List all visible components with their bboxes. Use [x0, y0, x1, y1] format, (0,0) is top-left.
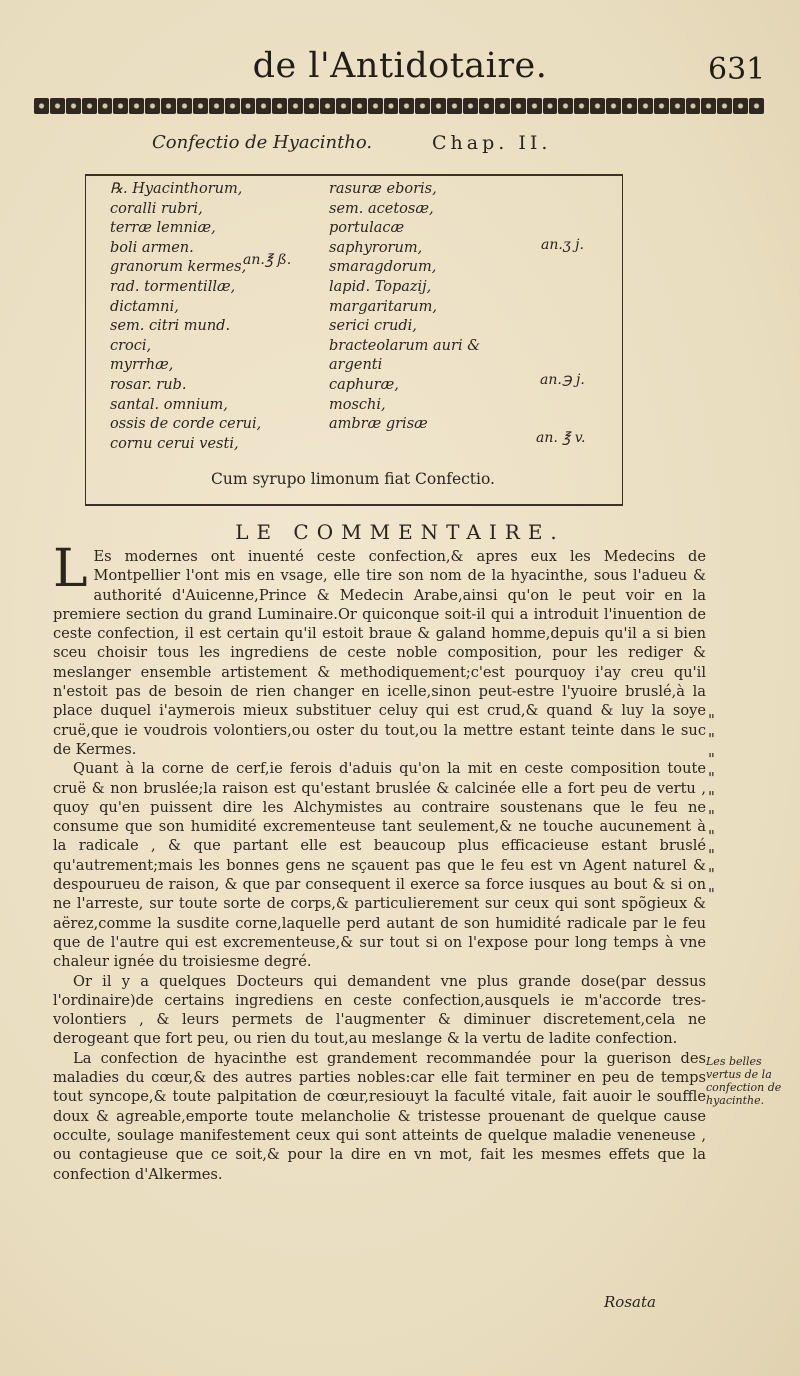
right-quantity-2: an.℈ j.: [540, 372, 585, 388]
ornament-glyph: [98, 98, 113, 114]
ornament-glyph: [66, 98, 81, 114]
left-ingredient: boli armen.: [110, 239, 194, 256]
section-title: Confectio de Hyacintho.: [152, 132, 373, 153]
commentary-body: [53, 539, 706, 1184]
ornament-glyph: [479, 98, 494, 114]
paragraph: La confection de hyacinthe est grandement recommandée pour la guerison des maladies du cœur,& des autres parties nobles:car elle fait terminer en peu de temps tout syncope,& toute palpitation de cœur,resiouyt la faculté vitale, fait auoir le souffle doux & agreable,emporte toute melancholie & tristesse prouenant de quelque cause occulte, soulage manifestement ceux qui sont atteints de quelque maladie veneneuse , ou contagieuse que ce soit,& pour la dire en vn mot, fait les mesmes effets que la confection d'Alkermes.: [53, 1049, 706, 1183]
ornament-glyph: [415, 98, 430, 114]
right-ingredient: argenti: [329, 357, 383, 374]
ornament-glyph: [241, 98, 256, 114]
ornament-glyph: [336, 98, 351, 114]
ornament-glyph: [622, 98, 637, 114]
left-ingredient: granorum kermes,: [110, 259, 247, 276]
right-ingredient: portulacæ: [329, 220, 405, 237]
ornament-glyph: [145, 98, 160, 114]
ornament-glyph: [495, 98, 510, 114]
right-ingredient: sem. acetosæ,: [329, 200, 434, 217]
right-quantity-1: an.ʒ j.: [541, 237, 584, 253]
quote-mark: ": [708, 749, 715, 768]
ornament-glyph: [463, 98, 478, 114]
ornament-glyph: [431, 98, 446, 114]
ornament-glyph: [558, 98, 573, 114]
right-ingredient: lapid. Topazij,: [329, 279, 432, 295]
quote-mark: ": [708, 768, 715, 787]
left-ingredient: dictamni,: [110, 298, 179, 315]
ornament-glyph: [511, 98, 526, 114]
ornament-glyph: [177, 98, 192, 114]
left-ingredient: santal. omnium,: [110, 396, 228, 413]
left-ingredient: ossis de corde cerui,: [110, 416, 262, 433]
ornament-glyph: [256, 98, 271, 114]
ornament-glyph: [304, 98, 319, 114]
drop-cap: L: [53, 539, 88, 599]
running-head: de l'Antidotaire.: [252, 46, 548, 86]
left-ingredient: croci,: [110, 337, 152, 354]
ornament-glyph: [50, 98, 65, 114]
ornament-glyph: [686, 98, 701, 114]
ornament-glyph: [543, 98, 558, 114]
paragraph: Or il y a quelques Docteurs qui demandent vne plus grande dose(par dessus l'ordinaire)de certains ingrediens en ceste confection,ausquels ie m'accorde tres-volontiers , & leurs permets de l'augmenter & diminuer discretement,cela ne derogeant que fort peu, ou rien du tout,au meslange & la vertu de ladite confection.: [53, 972, 706, 1048]
left-quantity: an.℥ ß.: [243, 252, 292, 268]
quote-mark: ": [708, 711, 715, 729]
ornament-glyph: [527, 98, 542, 114]
ornament-glyph: [606, 98, 621, 114]
ornament-glyph: [574, 98, 589, 114]
ornament-glyph: [113, 98, 128, 114]
ornament-glyph: [368, 98, 383, 114]
ornament-glyph: [320, 98, 335, 114]
ornament-glyph: [129, 98, 144, 114]
ornament-glyph: [209, 98, 224, 114]
right-ingredient: serici crudi,: [329, 318, 417, 335]
quote-mark: ": [708, 865, 715, 884]
chapter-label: Chap. II.: [432, 132, 552, 154]
ornament-glyph: [399, 98, 414, 114]
right-ingredient: rasuræ eboris,: [329, 181, 437, 197]
ornament-glyph: [670, 98, 685, 114]
ornament-band: [34, 98, 764, 114]
left-ingredient: rosar. rub.: [110, 377, 187, 393]
paragraph: Quant à la corne de cerf,ie ferois d'aduis qu'on la mit en ceste composition toute cruë & non bruslée;la raison est qu'estant bruslée & calcinée elle a fort peu de vertu , quoy qu'en puissent dire les Alchymistes au contraire soustenans que le feu ne consume que son humidité excrementeuse tant seulement,& ne touche aucunement à la radicale , & que partant elle est beaucoup plus efficacieuse estant bruslé qu'autrement;mais les bonnes gens ne sçauent pas que le feu est vn Agent naturel & despourueu de raison, & que par consequent il exerce sa force iusques au bout & si on ne l'arreste, sur toute sorte de corps,& particulierement sur ceux qui sont spõgieux & aërez,comme la susdite corne,laquelle perd autant de son humidité radicale par le feu que de l'autre qui est excrementeuse,& sur tout si on l'expose pour long temps à vne chaleur ignée du troisiesme degré.: [53, 760, 706, 971]
right-ingredient: margaritarum,: [329, 298, 437, 315]
ornament-glyph: [717, 98, 732, 114]
ornament-glyph: [654, 98, 669, 114]
ornament-glyph: [272, 98, 287, 114]
quote-mark: ": [708, 846, 715, 865]
right-ingredient: ambræ grisæ: [329, 416, 428, 433]
ornament-glyph: [749, 98, 764, 114]
ornament-glyph: [288, 98, 303, 114]
ornament-glyph: [638, 98, 653, 114]
left-ingredient: coralli rubri,: [110, 200, 203, 217]
right-ingredient: bracteolarum auri &: [329, 337, 481, 354]
commentary-title: LE COMMENTAIRE.: [235, 520, 565, 544]
ornament-glyph: [733, 98, 748, 114]
ornament-glyph: [701, 98, 716, 114]
left-ingredient: ℞. Hyacinthorum,: [110, 181, 243, 197]
ornament-glyph: [34, 98, 49, 114]
catchword: Rosata: [604, 1293, 656, 1311]
page-number: 631: [708, 52, 766, 87]
quote-mark: ": [708, 884, 715, 903]
left-ingredient: cornu cerui vesti,: [110, 435, 239, 452]
ornament-glyph: [161, 98, 176, 114]
recipe-footer: Cum syrupo limonum fiat Confectio.: [211, 470, 495, 488]
ornament-glyph: [384, 98, 399, 114]
ornament-glyph: [447, 98, 462, 114]
left-ingredient: sem. citri mund.: [110, 318, 231, 335]
quote-mark: ": [708, 788, 715, 807]
right-ingredient: saphyrorum,: [329, 239, 423, 256]
paragraph: [53, 539, 706, 759]
ornament-glyph: [193, 98, 208, 114]
quote-mark: ": [708, 826, 715, 845]
right-ingredient: caphuræ,: [329, 377, 399, 393]
quote-mark: ": [708, 807, 715, 826]
left-ingredient: rad. tormentillæ,: [110, 279, 236, 295]
left-ingredient: myrrhæ,: [110, 357, 174, 374]
left-ingredient: terræ lemniæ,: [110, 220, 216, 237]
ornament-glyph: [82, 98, 97, 114]
paragraph-text: Es modernes ont inuenté ceste confection,& apres eux les Medecins de Montpellier l'ont mis en vsage, elle tire son nom de la hyacinthe, sous l'adueu & authorité d'Auicenne,Prince & Medecin Arabe,ainsi qu'on le peut voir en la premiere section du grand Luminaire.Or quiconque soit-il qui a introduit l'inuention de ceste confection, il est certain qu'il estoit braue & galand homme,depuis qu'il a si bien sceu choisir tous les ingrediens de ceste noble composition, pour les rediger & meslanger ensemble artistement & methodiquement;c'est pourquoy i'ay creu qu'il n'estoit pas de besoin de rien changer en icelle,sinon peut-estre l'yuoire bruslé,à la place duquel i'aymerois mieux substituer celuy qui est crud,& quand & luy la soye cruë,que ie voudrois volontiers,ou oster du tout,ou la mettre estant teinte dans le suc de Kermes.: [53, 548, 706, 758]
ornament-glyph: [225, 98, 240, 114]
margin-note: Les belles vertus de la confection de hyacinthe.: [706, 1055, 782, 1107]
right-ingredient: moschi,: [329, 396, 386, 413]
quote-marks: [708, 711, 715, 904]
quote-mark: ": [708, 730, 715, 749]
ornament-glyph: [352, 98, 367, 114]
right-ingredient: smaragdorum,: [329, 259, 437, 276]
ornament-glyph: [590, 98, 605, 114]
right-quantity-3: an. ℥ v.: [536, 430, 586, 446]
